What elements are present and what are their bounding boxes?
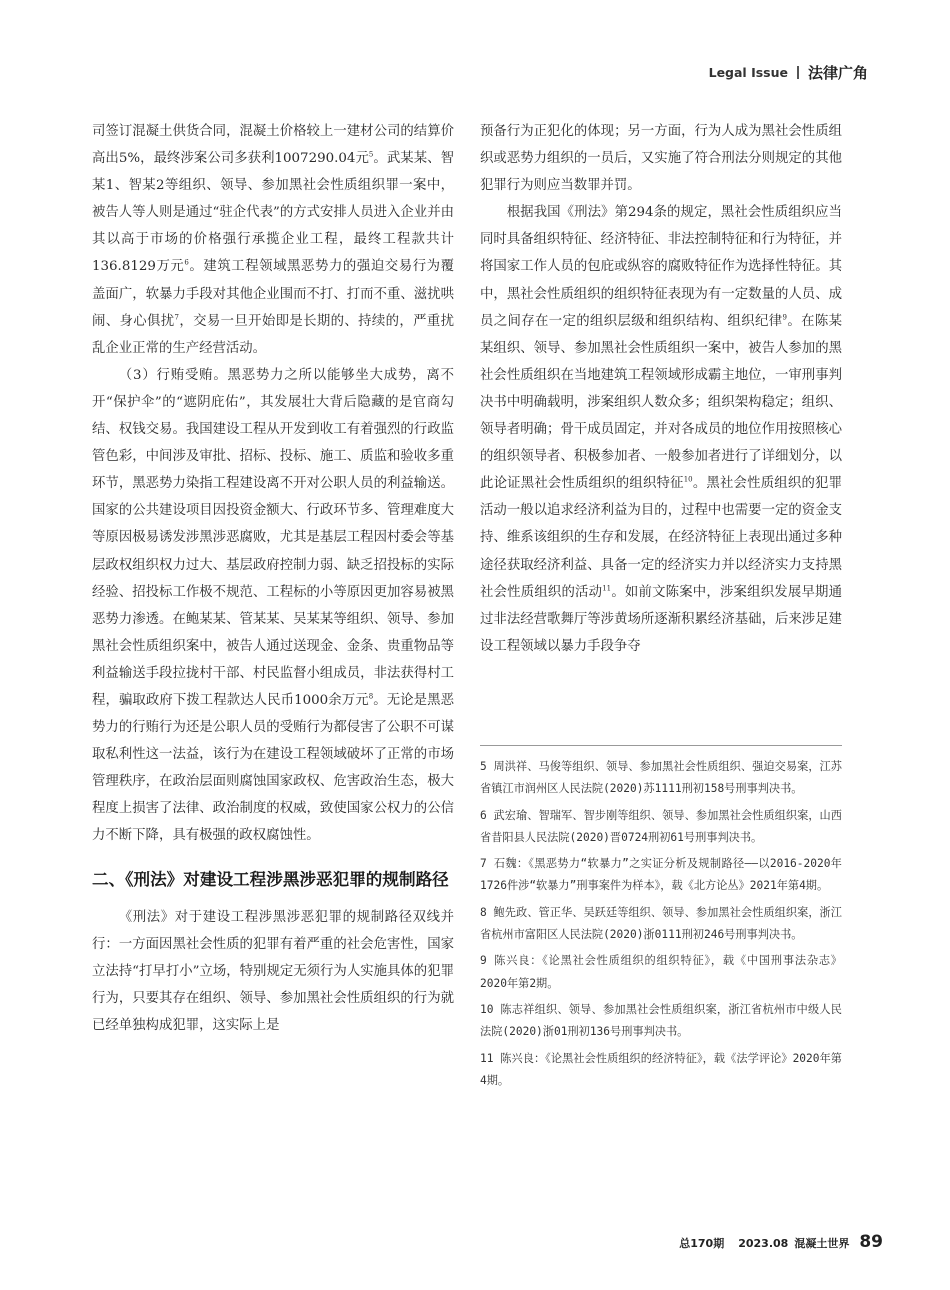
footnote-divider <box>480 745 842 746</box>
header-divider <box>797 66 799 79</box>
paragraph-text: 根据我国《刑法》第294条的规定，黑社会性质组织应当同时具备组织特征、经济特征、非法控制特征和行为特征，并将国家工作人员的包庇或纵容的腐败特征作为选择性特征。其中，黑社会性质组织的组织特征表现为有一定数量的人员、成员之间存在一定的组织层级和组织结构、组织纪律 <box>480 205 842 329</box>
magazine-name: 混凝土世界 <box>794 1237 850 1250</box>
footnote-reference: 6 <box>184 259 189 267</box>
section-heading: 二、《刑法》对建设工程涉黑涉恶犯罪的规制路径 <box>92 869 449 889</box>
footnote-item: 8 鲍先政、管正华、吴跃廷等组织、领导、参加黑社会性质组织案，浙江省杭州市富阳区人民法院(2020)浙0111刑初246号刑事判决书。 <box>480 905 842 942</box>
running-header <box>709 62 868 83</box>
footnote-item: 6 武宏瑜、智瑞军、智步刚等组织、领导、参加黑社会性质组织案，山西省昔阳县人民法院(2020)晋0724刑初61号刑事判决书。 <box>480 808 842 844</box>
body-paragraph <box>480 118 842 199</box>
header-chinese: 法律广角 <box>807 64 868 82</box>
paragraph-text: 《刑法》对于建设工程涉黑涉恶犯罪的规制路径双线并行：一方面因黑社会性质的犯罪有着严重的社会危害性，国家立法持“打早打小”立场，特别规定无须行为人实施具体的犯罪行为，只要其存在组织、领导、参加黑社会性质组织的行为就已经单独构成犯罪，这实际上是 <box>92 909 454 1033</box>
footnote-item: 5 周洪祥、马俊等组织、领导、参加黑社会性质组织、强迫交易案，江苏省镇江市润州区人民法院(2020)苏1111刑初158号刑事判决书。 <box>480 760 842 796</box>
left-column <box>92 118 454 1039</box>
paragraph-text: 。如前文陈案中，涉案组织发展早期通过非法经营歌舞厅等涉黄场所逐渐积累经济基础，后来涉足建设工程领域以暴力手段争夺 <box>480 584 842 654</box>
paragraph-text: （3）行贿受贿。黑恶势力之所以能够坐大成势，离不开“保护伞”的“遮阴庇佑”，其发展壮大背后隐藏的是官商勾结、权钱交易。我国建设工程从开发到收工有着强烈的行政监管色彩，中间涉及审批、招标、投标、施工、质监和验收多重环节，黑恶势力染指工程建设离不开对公职人员的利益输送。国家的公共建设项目因投资金额大、行政环节多、管理难度大等原因极易诱发涉黑涉恶腐败，尤其是基层工程因村委会等基层政权组织权力过大、基层政府控制力弱、缺乏招投标的实际经验、招投标工作极不规范、工程标的小等原因更加容易被黑恶势力渗透。在鲍某某、管某某、吴某某等组织、领导、参加黑社会性质组织案中，被告人通过送现金、金条、贵重物品等利益输送手段拉拢村干部、村民监督小组成员，非法获得村工程，骗取政府下拨工程款达人民币1000余万元 <box>92 367 454 708</box>
running-footer <box>679 1232 883 1252</box>
footnote-reference: 11 <box>602 584 612 593</box>
footnote-reference: 9 <box>782 313 787 322</box>
paragraph-text: 。在陈某某组织、领导、参加黑社会性质组织一案中，被告人参加的黑社会性质组织在当地建筑工程领域形成霸主地位，一审刑事判决书中明确载明，涉案组织人数众多；组织架构稳定；组织、领导者明确；骨干成员固定，并对各成员的地位作用按照核心的组织领导者、积极参加者、一般参加者进行了详细划分，以此论证黑社会性质组织的组织特征 <box>480 313 843 492</box>
page-number: 89 <box>859 1232 883 1252</box>
paragraph-text: ，交易一旦开始即是长期的、持续的，严重扰乱企业正常的生产经营活动。 <box>92 313 455 356</box>
paragraph-text: 预备行为正犯化的体现；另一方面，行为人成为黑社会性质组织或恶势力组织的一员后，又实施了符合刑法分则规定的其他犯罪行为则应当数罪并罚。 <box>480 124 842 194</box>
body-paragraph <box>480 199 842 660</box>
right-column <box>480 118 842 660</box>
paragraph-text: 。黑社会性质组织的犯罪活动一般以追求经济利益为目的，过程中也需要一定的资金支持、维系该组织的生存和发展，在经济特征上表现出通过多种途径获取经济利益、具备一定的经济实力并以经济实力支持黑社会性质组织的活动 <box>480 476 843 600</box>
header-english: Legal Issue <box>708 65 788 80</box>
paragraph-text: 。无论是黑恶势力的行贿行为还是公职人员的受贿行为都侵害了公职不可谋取私利性这一法益，该行为在建设工程领域破坏了正常的市场管理秩序，在政治层面则腐蚀国家政权、危害政治生态，极大程度上损害了法律、政治制度的权威，致使国家公权力的公信力不断下降，具有极强的政权腐蚀性。 <box>92 692 454 844</box>
paragraph-text: 。武某某、智某1、智某2等组织、领导、参加黑社会性质组织罪一案中，被告人等人则是通过“驻企代表”的方式安排人员进入企业并由其以高于市场的价格强行承揽企业工程，最终工程款共计136.8129万元 <box>92 151 454 275</box>
paragraph-text: 。建筑工程领域黑恶势力的强迫交易行为覆盖面广，软暴力手段对其他企业围而不打、打而不重、滋扰哄闹、身心俱扰 <box>92 259 454 329</box>
footnote-reference: 5 <box>368 150 374 159</box>
footnote-reference: 7 <box>174 313 179 322</box>
issue-number: 总170期 <box>679 1237 725 1250</box>
footnotes <box>480 756 842 1096</box>
body-paragraph <box>92 362 454 850</box>
issue-date: 2023.08 <box>738 1237 789 1250</box>
body-paragraph <box>92 904 454 1039</box>
footnote-item: 7 石魏：《黑恶势力“软暴力”之实证分析及规制路径——以2016-2020年1726件涉“软暴力”刑事案件为样本》，载《北方论丛》2021年第4期。 <box>480 857 842 893</box>
footnote-reference: 8 <box>368 692 374 701</box>
body-paragraph <box>92 118 454 362</box>
footnote-item: 11 陈兴良：《论黑社会性质组织的经济特征》，载《法学评论》2020年第4期。 <box>480 1051 842 1087</box>
footnote-reference: 10 <box>683 475 693 484</box>
footnote-item: 9 陈兴良：《论黑社会性质组织的组织特征》，载《中国刑事法杂志》2020年第2期。 <box>480 954 842 990</box>
footnote-item: 10 陈志祥组织、领导、参加黑社会性质组织案，浙江省杭州市中级人民法院(2020)浙01刑初136号刑事判决书。 <box>480 1002 842 1039</box>
paragraph-text: 司签订混凝土供货合同，混凝土价格较上一建材公司的结算价高出5%，最终涉案公司多获利1007290.04元 <box>92 124 454 167</box>
